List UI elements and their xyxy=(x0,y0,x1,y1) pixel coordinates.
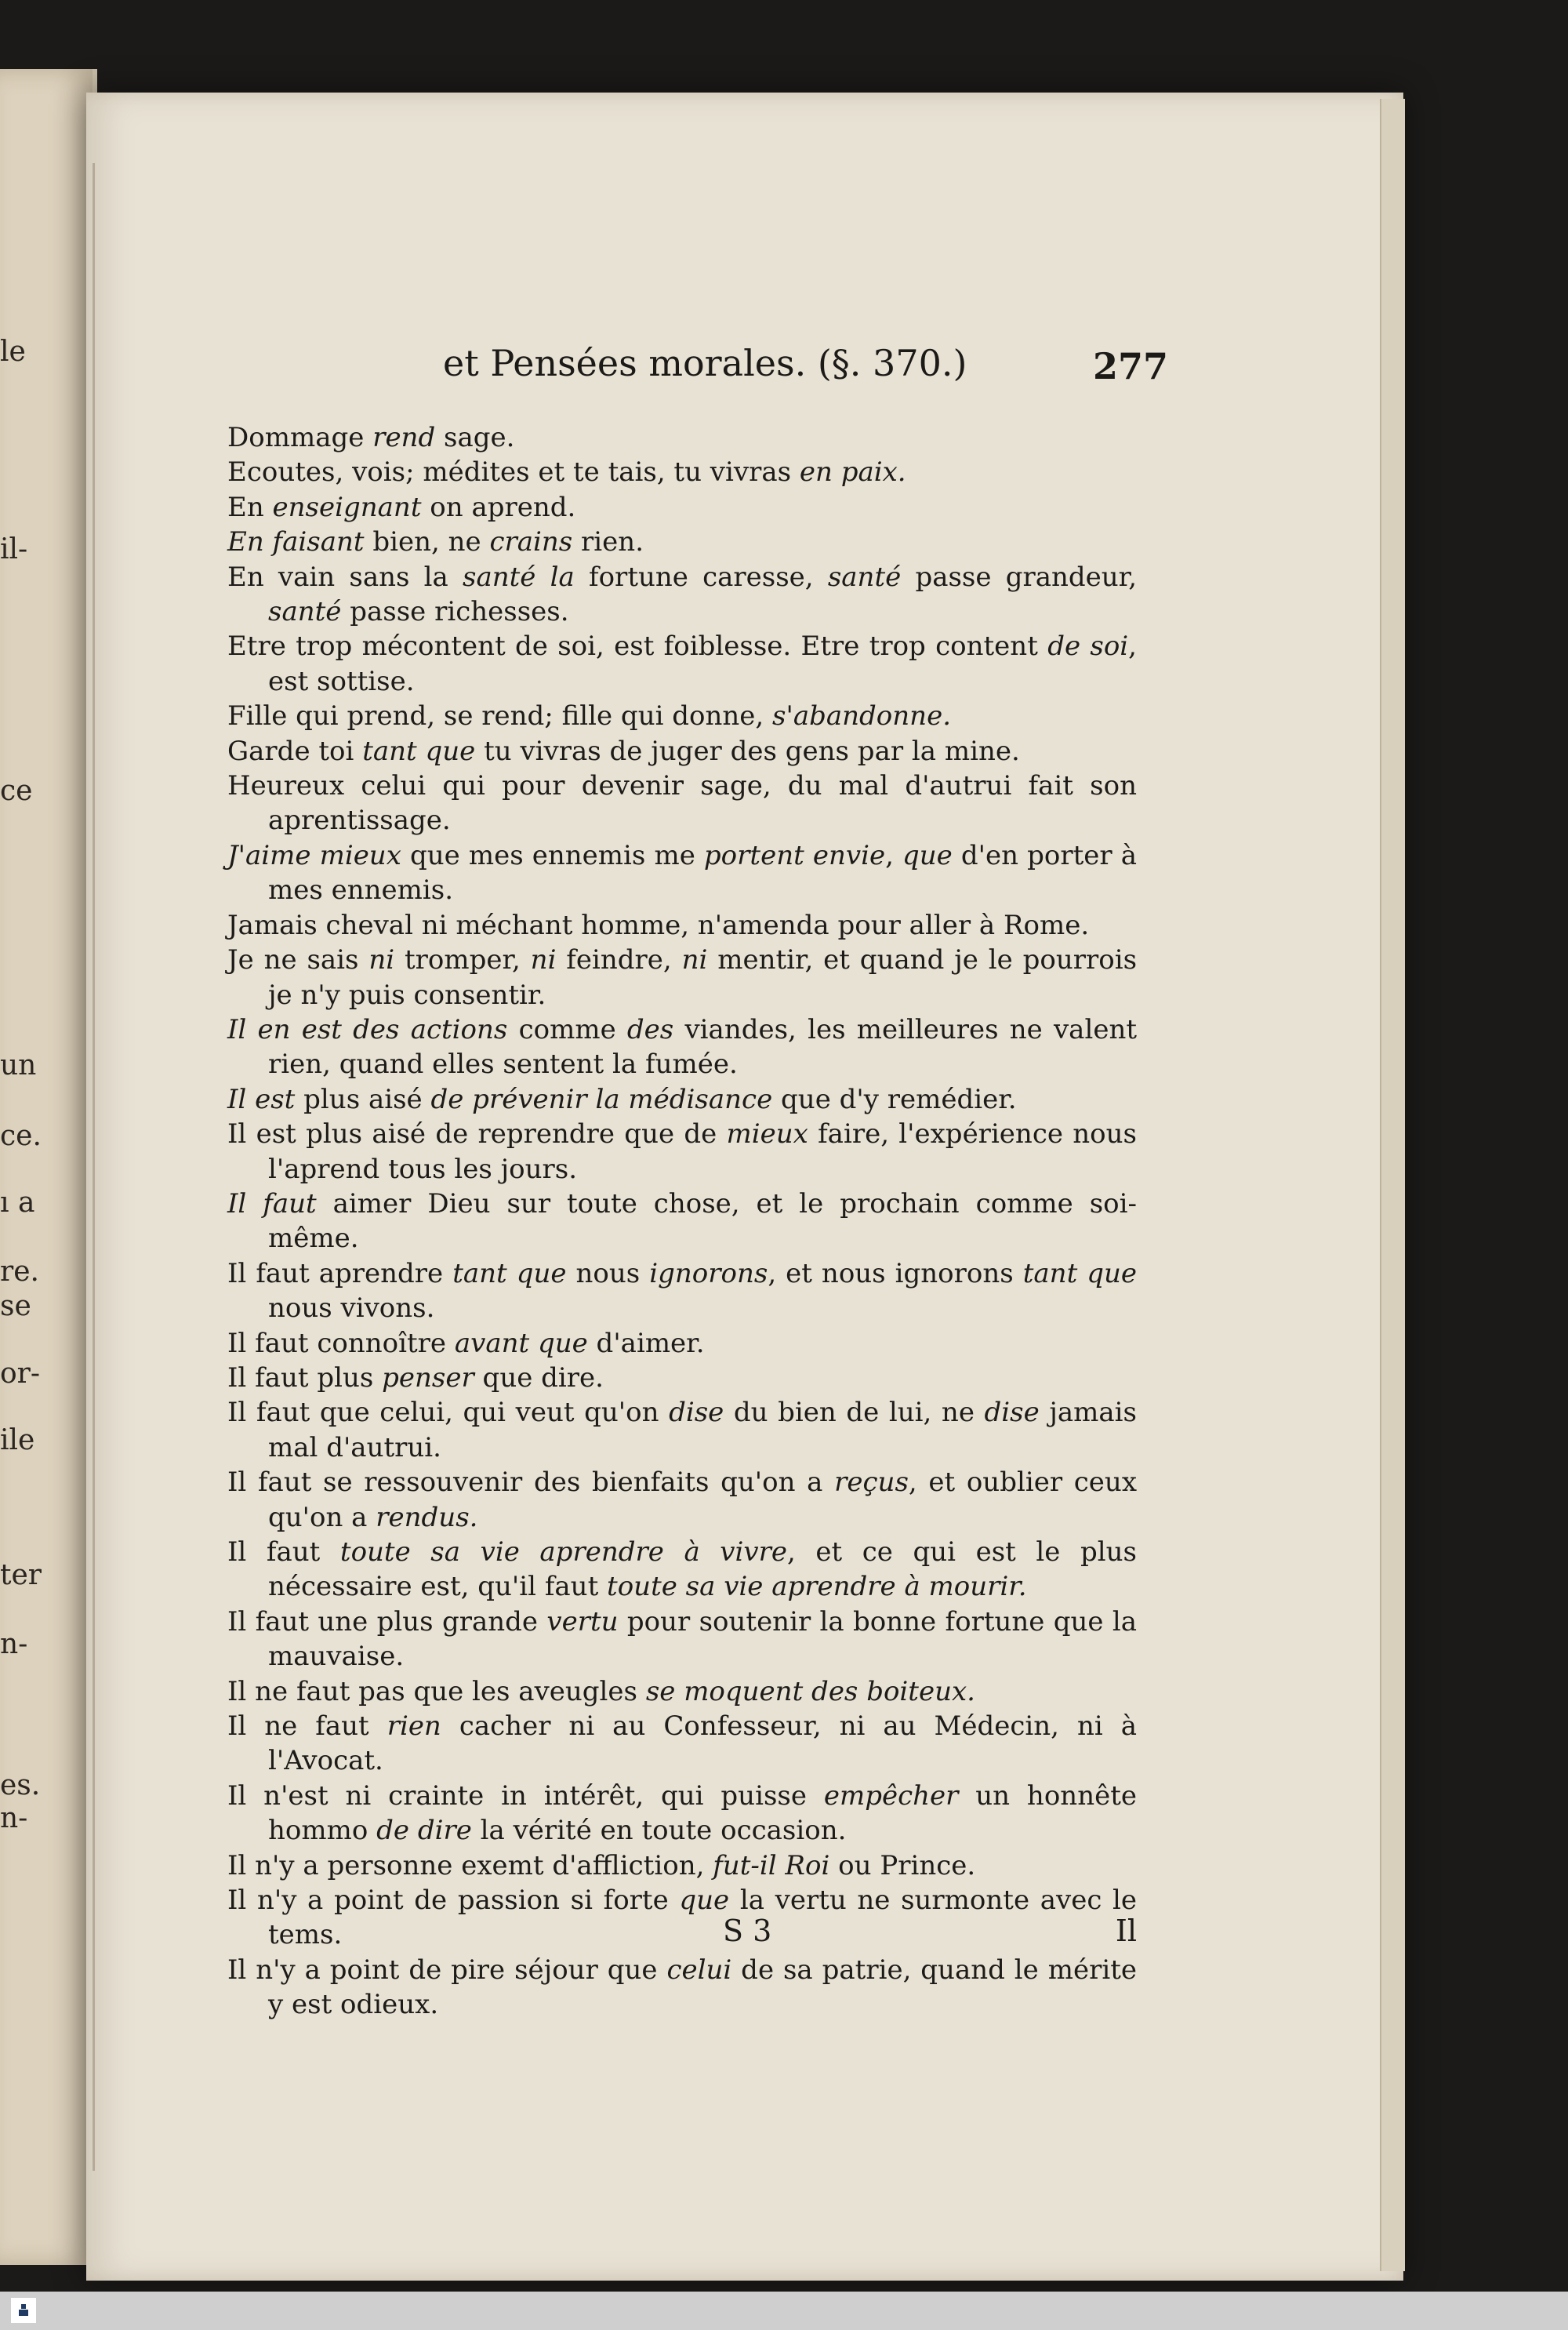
maxim-entry: En faisant bien, ne crains rien. xyxy=(227,526,644,558)
maxim-entry: Il faut se ressouvenir des bienfaits qu'on a reçus, et oublier ceux qu'on a rendus. xyxy=(227,1467,1138,1533)
maxim-entry: Il n'est ni crainte in intérêt, qui puisse empêcher un honnête hommo de dire la vérité en toute occasion. xyxy=(227,1779,1137,1847)
left-fragment: un xyxy=(0,1049,37,1081)
left-fragment: ı a xyxy=(0,1187,35,1219)
signature-mark: S 3 xyxy=(723,1914,772,1948)
maxim-entry: Etre trop mécontent de soi, est foiblesse. Etre trop content de soi, est sottise. xyxy=(227,631,1137,697)
maxim-entry: Il n'y a point de pire séjour que celui de sa patrie, quand le mérite y est odieux. xyxy=(227,1954,1137,2021)
maxim-entry: En vain sans la santé la fortune caresse, santé passe grandeur, santé passe richesses. xyxy=(227,561,1138,628)
left-fragment: n- xyxy=(0,1628,28,1660)
maxim-entry: J'aime mieux que mes ennemis me portent envie, que d'en porter à mes ennemis. xyxy=(227,839,1137,907)
page-number: 277 xyxy=(1092,345,1168,387)
running-title: et Pensées morales. (§. 370.) xyxy=(443,342,967,384)
maxim-entry: En enseignant on aprend. xyxy=(227,491,576,523)
maxim-entry: Il ne faut rien cacher ni au Confesseur, ni au Médecin, ni à l'Avocat. xyxy=(227,1710,1137,1777)
maxim-entry: Garde toi tant que tu vivras de juger des gens par la mine. xyxy=(227,735,1020,767)
catchword: Il xyxy=(1115,1914,1137,1948)
left-fragment: ce xyxy=(0,775,33,807)
left-fragment: se xyxy=(0,1290,31,1322)
maxim-entry: Il en est des actions comme des viandes, les meilleures ne valent rien, quand elles sentent la fumée. xyxy=(227,1013,1138,1081)
maxim-entry: Il faut connoître avant que d'aimer. xyxy=(227,1327,705,1359)
left-fragment: le xyxy=(0,336,26,368)
left-fragment: or- xyxy=(0,1358,41,1390)
left-fragment: ce. xyxy=(0,1120,42,1152)
maxim-entry: Il faut aimer Dieu sur toute chose, et le prochain comme soi-même. xyxy=(227,1187,1138,1255)
maxim-entry: Fille qui prend, se rend; fille qui donne, s'abandonne. xyxy=(227,700,952,732)
maxim-entry: Il faut une plus grande vertu pour soutenir la bonne fortune que la mauvaise. xyxy=(227,1605,1137,1673)
gutter-shadow xyxy=(93,163,95,2171)
page-header xyxy=(227,342,1168,405)
left-fragment: n- xyxy=(0,1802,28,1834)
library-logo-icon xyxy=(11,2298,36,2323)
left-fragment: il- xyxy=(0,533,28,565)
maxim-entry: Il faut que celui, qui veut qu'on dise du bien de lui, ne dise jamais mal d'autrui. xyxy=(227,1397,1138,1463)
maxim-entry: Il n'y a point de passion si forte que la vertu ne surmonte avec le tems. xyxy=(227,1885,1137,1951)
maxim-entry: Je ne sais ni tromper, ni feindre, ni mentir, et quand je le pourrois je n'y puis consentir. xyxy=(227,944,1138,1011)
viewer-bottom-bar xyxy=(0,2292,1568,2330)
maxim-entry: Jamais cheval ni méchant homme, n'amenda pour aller à Rome. xyxy=(227,909,1090,941)
library-logo-icon-graphic xyxy=(15,2302,32,2319)
maxim-entry: Il n'y a personne exemt d'affliction, fut-il Roi ou Prince. xyxy=(227,1849,976,1881)
left-fragment: es. xyxy=(0,1769,41,1801)
maxim-entry: Il faut toute sa vie aprendre à vivre, et ce qui est le plus nécessaire est, qu'il faut toute sa vie aprendre à mourir. xyxy=(227,1536,1137,1603)
maxim-entry: Il est plus aisé de reprendre que de mieux faire, l'expérience nous l'aprend tous les jours. xyxy=(227,1118,1137,1185)
maxim-entry: Il est plus aisé de prévenir la médisance que d'y remédier. xyxy=(227,1083,1017,1115)
maxim-entry: Il ne faut pas que les aveugles se moquent des boiteux. xyxy=(227,1675,975,1707)
maxim-entry: Heureux celui qui pour devenir sage, du mal d'autrui fait son aprentissage. xyxy=(227,770,1137,837)
left-fragment: re. xyxy=(0,1256,39,1288)
left-page-edge xyxy=(0,69,97,2265)
maxim-entry: Il faut plus penser que dire. xyxy=(227,1361,604,1394)
right-page xyxy=(86,93,1403,2281)
left-fragment: ile xyxy=(0,1424,35,1456)
maxim-entry: Ecoutes, vois; médites et te tais, tu vivras en paix. xyxy=(227,456,906,489)
page-fore-edge xyxy=(1380,99,1405,2271)
page-footer xyxy=(227,1914,1137,1961)
maxim-entry: Dommage rend sage. xyxy=(227,422,515,453)
maxims-list xyxy=(227,420,1137,2023)
maxim-entry: Il faut aprendre tant que nous ignorons, et nous ignorons tant que nous vivons. xyxy=(227,1257,1138,1325)
left-fragment: ter xyxy=(0,1559,42,1591)
